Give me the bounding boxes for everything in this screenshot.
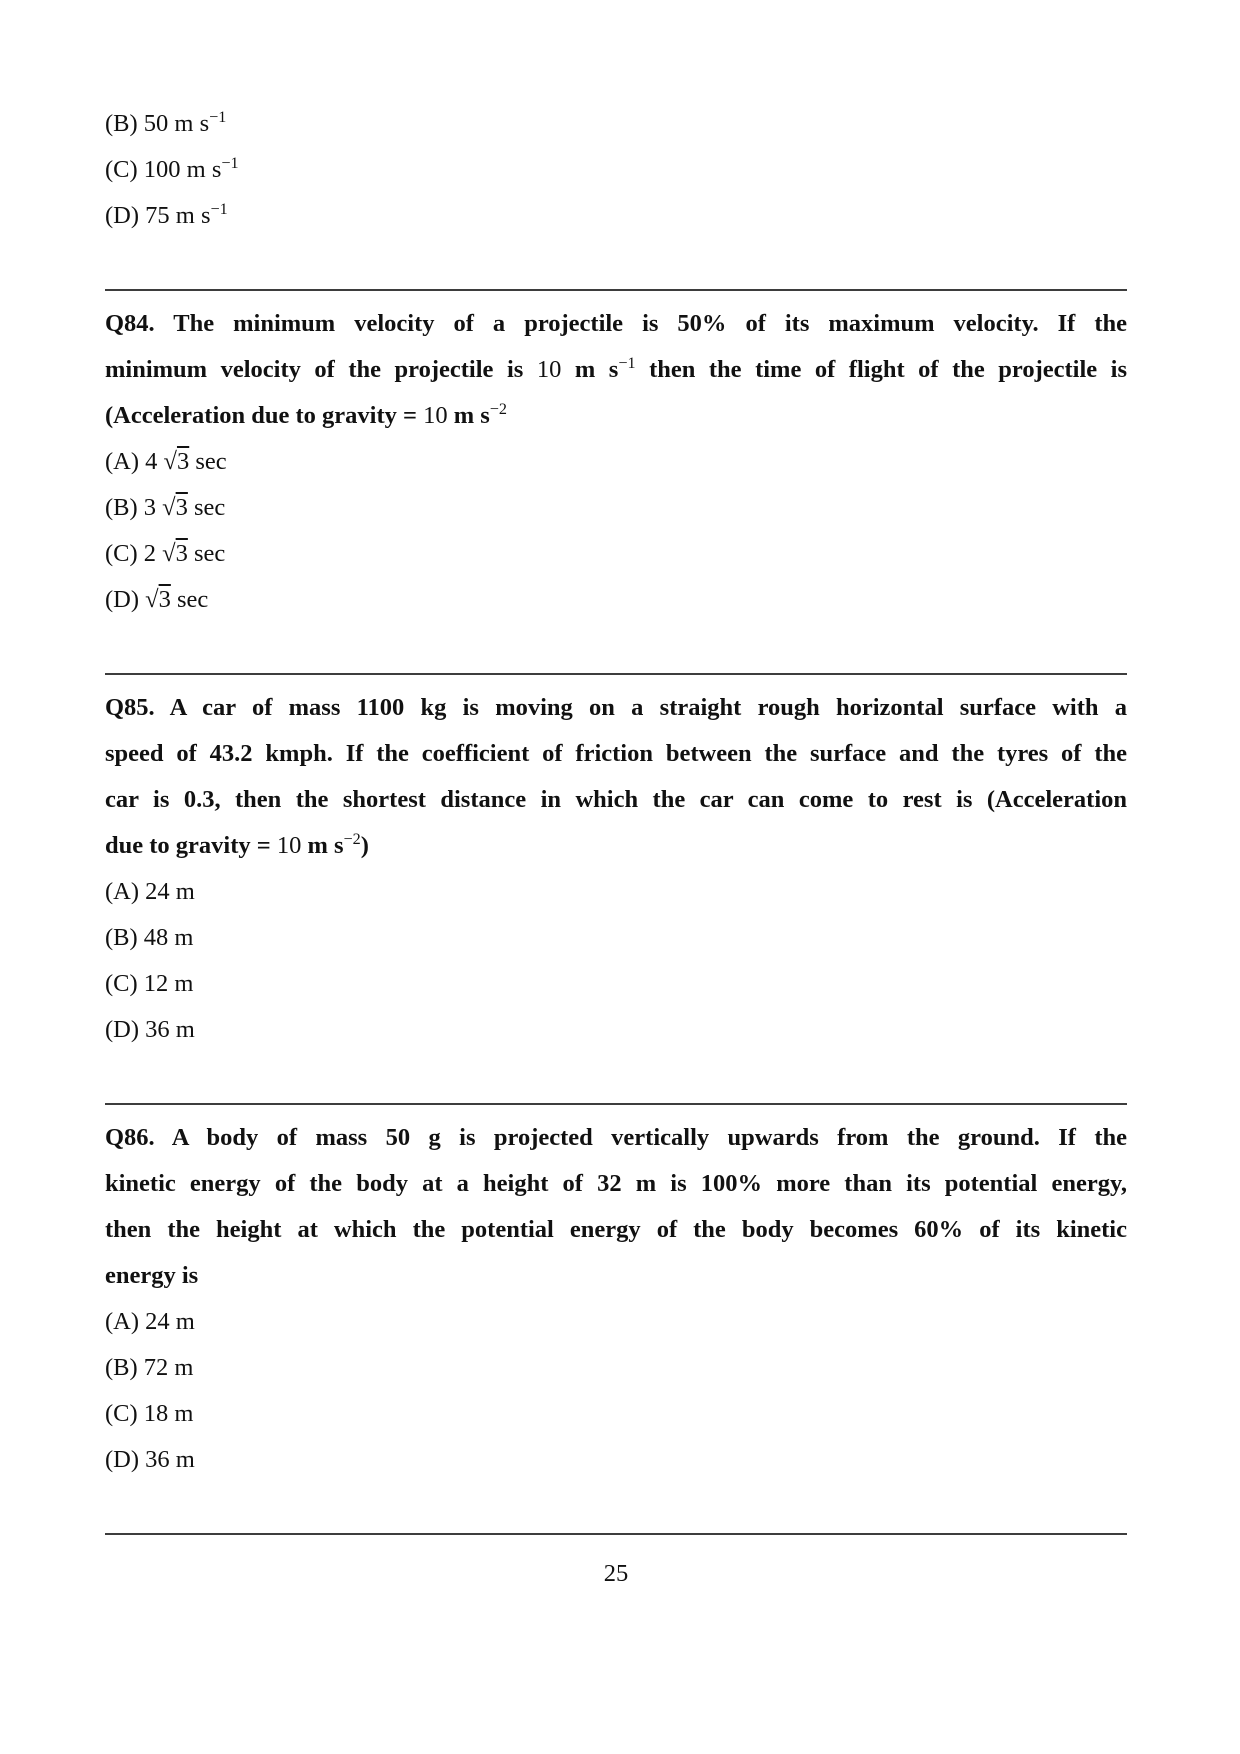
text-segment: car is 0.3, then the shortest distance in which the car can come to rest is (Acceleration bbox=[105, 786, 1127, 813]
answer-option-line bbox=[105, 531, 1127, 577]
text-segment: (A) 24 m bbox=[105, 878, 195, 905]
question-statement-line bbox=[105, 1207, 1127, 1253]
text-segment: −1 bbox=[221, 155, 239, 173]
answer-option-line bbox=[105, 915, 1127, 961]
text-segment: (D) 36 m bbox=[105, 1016, 195, 1043]
text-segment: (A) 24 m bbox=[105, 1308, 195, 1335]
text-segment: then the height at which the potential energy of the body becomes 60% of its kinetic bbox=[105, 1216, 1127, 1243]
question-statement-line bbox=[105, 731, 1127, 777]
prior-answer-option-line bbox=[105, 101, 1127, 147]
text-segment: 3 bbox=[175, 494, 188, 521]
answer-option-line bbox=[105, 485, 1127, 531]
question-q86 bbox=[105, 1115, 1127, 1483]
text-segment: √ bbox=[163, 448, 177, 475]
text-segment: ) bbox=[360, 832, 369, 859]
text-segment: √ bbox=[162, 540, 176, 567]
text-segment: (D) bbox=[105, 586, 146, 613]
text-segment: (B) 72 m bbox=[105, 1354, 194, 1381]
text-segment: −1 bbox=[209, 109, 227, 127]
prior-answer-option-line bbox=[105, 193, 1127, 239]
text-segment: then the time of flight of the projectile is bbox=[635, 356, 1127, 383]
text-segment: 3 bbox=[175, 540, 188, 567]
answer-option-line bbox=[105, 1299, 1127, 1345]
question-statement-line bbox=[105, 301, 1127, 347]
text-segment: −1 bbox=[618, 355, 636, 373]
answer-option-line bbox=[105, 1391, 1127, 1437]
text-segment: (C) 18 m bbox=[105, 1400, 194, 1427]
text-segment: (A) 4 bbox=[105, 448, 164, 475]
text-segment: −2 bbox=[489, 401, 507, 419]
question-q85 bbox=[105, 685, 1127, 1053]
text-segment: Q86. A body of mass 50 g is projected vertically upwards from the ground. If the bbox=[105, 1124, 1127, 1151]
section-divider-line bbox=[105, 673, 1127, 675]
text-segment: m s bbox=[574, 356, 619, 383]
text-segment: m s bbox=[307, 832, 344, 859]
text-segment: sec bbox=[170, 586, 209, 613]
question-statement-line bbox=[105, 347, 1127, 393]
text-segment: Q85. A car of mass 1100 kg is moving on a straight rough horizontal surface with a bbox=[105, 694, 1127, 721]
page-content bbox=[105, 0, 1127, 1597]
section-divider-line bbox=[105, 1533, 1127, 1535]
text-segment: (C) 12 m bbox=[105, 970, 194, 997]
text-segment: 10 bbox=[276, 832, 308, 859]
question-statement-line bbox=[105, 393, 1127, 439]
answer-option-line bbox=[105, 869, 1127, 915]
text-segment: −1 bbox=[210, 201, 228, 219]
question-statement-line bbox=[105, 1115, 1127, 1161]
prior-answer-option-line bbox=[105, 147, 1127, 193]
text-segment: 10 bbox=[536, 356, 575, 383]
question-statement-line bbox=[105, 823, 1127, 869]
answer-option-line bbox=[105, 1345, 1127, 1391]
answer-option-line bbox=[105, 439, 1127, 485]
questions-container bbox=[105, 289, 1127, 1483]
text-segment: kinetic energy of the body at a height of 32 m is 100% more than its potential energy, bbox=[105, 1170, 1127, 1197]
text-segment: (B) 3 bbox=[105, 494, 163, 521]
page-number: 25 bbox=[603, 1560, 629, 1587]
text-segment: (B) 50 m s bbox=[105, 110, 210, 137]
text-segment: sec bbox=[189, 448, 227, 475]
text-segment: (B) 48 m bbox=[105, 924, 194, 951]
text-segment: −2 bbox=[343, 831, 361, 849]
text-segment: sec bbox=[187, 494, 226, 521]
question-statement-line bbox=[105, 1161, 1127, 1207]
text-segment: (D) 75 m s bbox=[105, 202, 211, 229]
question-statement-line bbox=[105, 1253, 1127, 1299]
answer-option-line bbox=[105, 961, 1127, 1007]
answer-option-line bbox=[105, 1007, 1127, 1053]
text-segment: 3 bbox=[176, 448, 190, 475]
text-segment: due to gravity = bbox=[105, 832, 277, 859]
text-segment: (C) 2 bbox=[105, 540, 163, 567]
question-statement-line bbox=[105, 777, 1127, 823]
text-segment: √ bbox=[162, 494, 176, 521]
section-divider-line bbox=[105, 1103, 1127, 1105]
answer-option-line bbox=[105, 1437, 1127, 1483]
question-statement-line bbox=[105, 685, 1127, 731]
text-segment: energy is bbox=[105, 1262, 199, 1289]
text-segment: m s bbox=[453, 402, 490, 429]
text-segment: (D) 36 m bbox=[105, 1446, 195, 1473]
text-segment: speed of 43.2 kmph. If the coefficient of friction between the surface and the tyres of the bbox=[105, 740, 1127, 767]
text-segment: sec bbox=[187, 540, 226, 567]
text-segment: √ bbox=[145, 586, 159, 613]
text-segment: (C) 100 m s bbox=[105, 156, 222, 183]
prior-question-options bbox=[105, 101, 1127, 239]
text-segment: 10 bbox=[423, 402, 454, 429]
question-q84 bbox=[105, 301, 1127, 623]
text-segment: minimum velocity of the projectile is bbox=[105, 356, 537, 383]
text-segment: (Acceleration due to gravity = bbox=[105, 402, 424, 429]
answer-option-line bbox=[105, 577, 1127, 623]
text-segment: Q84. The minimum velocity of a projectile is 50% of its maximum velocity. If the bbox=[105, 310, 1127, 337]
text-segment: 3 bbox=[158, 586, 171, 613]
section-divider-line bbox=[105, 289, 1127, 291]
